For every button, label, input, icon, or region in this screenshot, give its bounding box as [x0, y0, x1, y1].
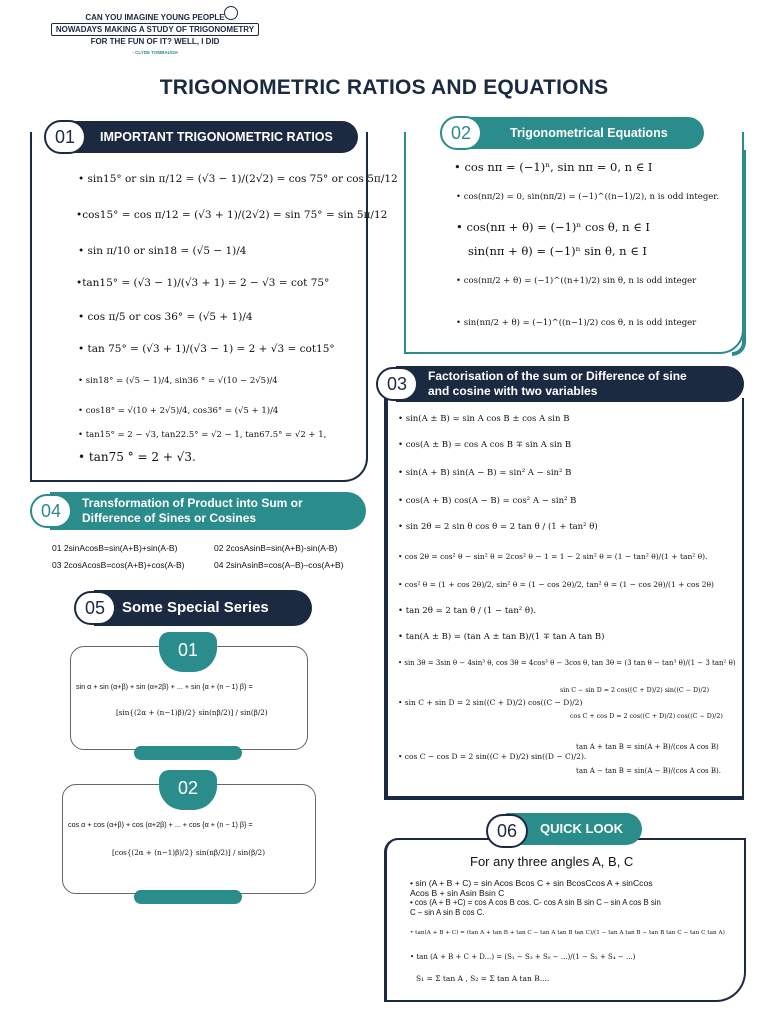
- formula-item: • sin 3θ = 3sin θ − 4sin³ θ, cos 3θ = 4cos³ θ − 3cos θ, tan 3θ = (3 tan θ − tan³ θ)/(1 − 3 tan² θ): [398, 659, 736, 667]
- section-04-title-line-2: Difference of Sines or Cosines: [82, 511, 257, 525]
- series-2-rhs: [cos{(2α + (n−1)β)/2} sin(nβ/2)] / sin(β/2): [112, 848, 266, 857]
- quote-line-1: CAN YOU IMAGINE YOUNG PEOPLE: [85, 13, 225, 22]
- formula-item: • cos(A ± B) = cos A cos B ∓ sin A sin B: [398, 440, 572, 450]
- equation-item: • cos(nπ + θ) = (−1)ⁿ cos θ, n ∈ I: [456, 220, 650, 234]
- section-06-subtitle: For any three angles A, B, C: [470, 854, 634, 869]
- section-04-title-line-1: Transformation of Product into Sum or: [82, 496, 303, 510]
- formula-item: • cos C − cos D = 2 sin((C + D)/2) sin((D − C)/2).: [398, 752, 587, 761]
- section-01-number: 01: [44, 120, 86, 154]
- formula-item: • tan(A ± B) = (tan A ± tan B)/(1 ∓ tan A tan B): [398, 632, 605, 642]
- ratio-item: • tan15° = 2 − √3, tan22.5° = √2 − 1, tan67.5° = √2 + 1,: [78, 430, 327, 440]
- formula-item: cos C + cos D = 2 cos((C + D)/2) cos((C − D)/2): [570, 713, 723, 720]
- series-1-separator: [134, 746, 242, 760]
- quick-item: • cos (A + B +C) = cos A cos B cos. C- cos A sin B sin C – sin A cos B sin C – sin A sin B cos C.: [410, 898, 661, 917]
- ratio-item: • cos π/5 or cos 36° = (√5 + 1)/4: [78, 311, 253, 323]
- equation-item: • cos(nπ/2) = 0, sin(nπ/2) = (−1)^((n−1)/2), n is odd integer.: [456, 192, 720, 202]
- product-item: 01 2sinAcosB=sin(A+B)+sin(A-B): [52, 543, 178, 553]
- ratio-item: • tan75 ° = 2 + √3.: [78, 450, 196, 464]
- series-2-number: 02: [159, 770, 217, 810]
- ratio-item: • sin18° = (√5 − 1)/4, sin36 ° = √(10 − 2√5)/4: [78, 376, 278, 386]
- formula-item: tan A + tan B = sin(A + B)/(cos A cos B): [576, 743, 719, 751]
- section-02-title: Trigonometrical Equations: [510, 126, 668, 140]
- product-item: 02 2cosAsinB=sin(A+B)-sin(A-B): [214, 543, 338, 553]
- ratio-item: • sin15° or sin π/12 = (√3 − 1)/(2√2) = cos 75° or cos 5π/12: [78, 173, 398, 185]
- equation-item: • sin(nπ/2 + θ) = (−1)^((n−1)/2) cos θ, n is odd integer: [456, 318, 697, 328]
- formula-item: • sin(A ± B) = sin A cos B ± cos A sin B: [398, 414, 570, 424]
- section-02-number: 02: [440, 116, 482, 150]
- section-05-title: Some Special Series: [122, 599, 269, 616]
- formula-item: • cos(A + B) cos(A − B) = cos² A − sin² B: [398, 496, 577, 506]
- quick-item: • tan (A + B + C + D...) = (S₁ − S₃ + S₅ − ...)/(1 − S₂ + S₄ − ...): [410, 953, 636, 961]
- section-04-number: 04: [30, 494, 72, 528]
- quote-line-2: NOWADAYS MAKING A STUDY OF TRIGONOMETRY: [51, 23, 259, 36]
- formula-item: • cos 2θ = cos² θ − sin² θ = 2cos² θ − 1 = 1 − 2 sin² θ = (1 − tan² θ)/(1 + tan² θ).: [398, 552, 708, 561]
- ratio-item: • cos18° = √(10 + 2√5)/4, cos36° = (√5 + 1)/4: [78, 406, 279, 416]
- section-03-title-line-2: and cosine with two variables: [428, 384, 598, 398]
- quick-item: • tan(A + B + C) = (tan A + tan B + tan C − tan A tan B tan C)/(1 − tan A tan B − tan B tan C − tan C tan A): [410, 930, 725, 936]
- formula-item: tan A − tan B = sin(A − B)/(cos A cos B).: [576, 767, 721, 775]
- section-03-number: 03: [376, 367, 418, 401]
- series-2-lhs: cos α + cos (α+β) + cos (α+2β) + ... + cos {α + (n − 1) β} =: [68, 820, 253, 829]
- section-03-title-line-1: Factorisation of the sum or Difference of sine: [428, 369, 687, 383]
- quick-item: S₁ = Σ tan A , S₂ = Σ tan A tan B....: [416, 974, 550, 983]
- section-06-number: 06: [486, 814, 528, 848]
- equation-item: • cos(nπ/2 + θ) = (−1)^((n+1)/2) sin θ, n is odd integer: [456, 276, 697, 286]
- quote-author: - CLYDE TOMBAUGH: [132, 50, 178, 55]
- series-1-rhs: [sin{(2α + (n−1)β)/2} sin(nβ/2)] / sin(β/2): [116, 708, 268, 717]
- section-05-number: 05: [74, 591, 116, 625]
- formula-item: sin C − sin D = 2 cos((C + D)/2) sin((C − D)/2): [560, 687, 710, 694]
- page-title: TRIGONOMETRIC RATIOS AND EQUATIONS: [159, 76, 609, 99]
- series-2-separator: [134, 890, 242, 904]
- quote-line-3: FOR THE FUN OF IT? WELL, I DID: [90, 37, 220, 46]
- quote-block: [0, 12, 310, 58]
- formula-item: • cos² θ = (1 + cos 2θ)/2, sin² θ = (1 − cos 2θ)/2, tan² θ = (1 − cos 2θ)/(1 + cos 2θ): [398, 580, 714, 589]
- section-06-title: QUICK LOOK: [540, 821, 624, 836]
- section-04-header: [50, 492, 366, 530]
- formula-item: • sin C + sin D = 2 sin((C + D)/2) cos((C − D)/2): [398, 698, 583, 707]
- section-05-header: [94, 590, 312, 626]
- ratio-item: • tan 75° = (√3 + 1)/(√3 − 1) = 2 + √3 = cot15°: [78, 343, 335, 355]
- formula-item: • sin 2θ = 2 sin θ cos θ = 2 tan θ / (1 + tan² θ): [398, 522, 598, 532]
- formula-item: • sin(A + B) sin(A − B) = sin² A − sin² B: [398, 468, 572, 478]
- decorative-doodle-icon: [224, 6, 238, 20]
- ratio-item: •cos15° = cos π/12 = (√3 + 1)/(2√2) = sin 75° = sin 5π/12: [76, 209, 388, 221]
- product-item: 03 2cosAcosB=cos(A+B)+cos(A-B): [52, 560, 185, 570]
- product-item: 04 2sinAsinB=cos(A–B)–cos(A+B): [214, 560, 344, 570]
- series-1-lhs: sin α + sin (α+β) + sin (α+2β) + ... + sin {α + (n − 1) β} =: [76, 682, 253, 691]
- quick-item: • sin (A + B + C) = sin Acos Bcos C + sin BcosCcos A + sinCcos Acos B + sin Asin Bsin C: [410, 878, 653, 898]
- section-01-header: [62, 121, 358, 153]
- formula-item: • tan 2θ = 2 tan θ / (1 − tan² θ).: [398, 606, 537, 616]
- ratio-item: • sin π/10 or sin18 = (√5 − 1)/4: [78, 245, 247, 257]
- ratio-item: •tan15° = (√3 − 1)/(√3 + 1) = 2 − √3 = cot 75°: [76, 277, 330, 289]
- series-1-number: 01: [159, 632, 217, 672]
- section-02-header: [460, 117, 704, 149]
- equation-item: sin(nπ + θ) = (−1)ⁿ sin θ, n ∈ I: [468, 244, 647, 258]
- equation-item: • cos nπ = (−1)ⁿ, sin nπ = 0, n ∈ I: [454, 160, 653, 174]
- section-03-header: [396, 366, 744, 402]
- section-01-title: IMPORTANT TRIGONOMETRIC RATIOS: [100, 130, 333, 144]
